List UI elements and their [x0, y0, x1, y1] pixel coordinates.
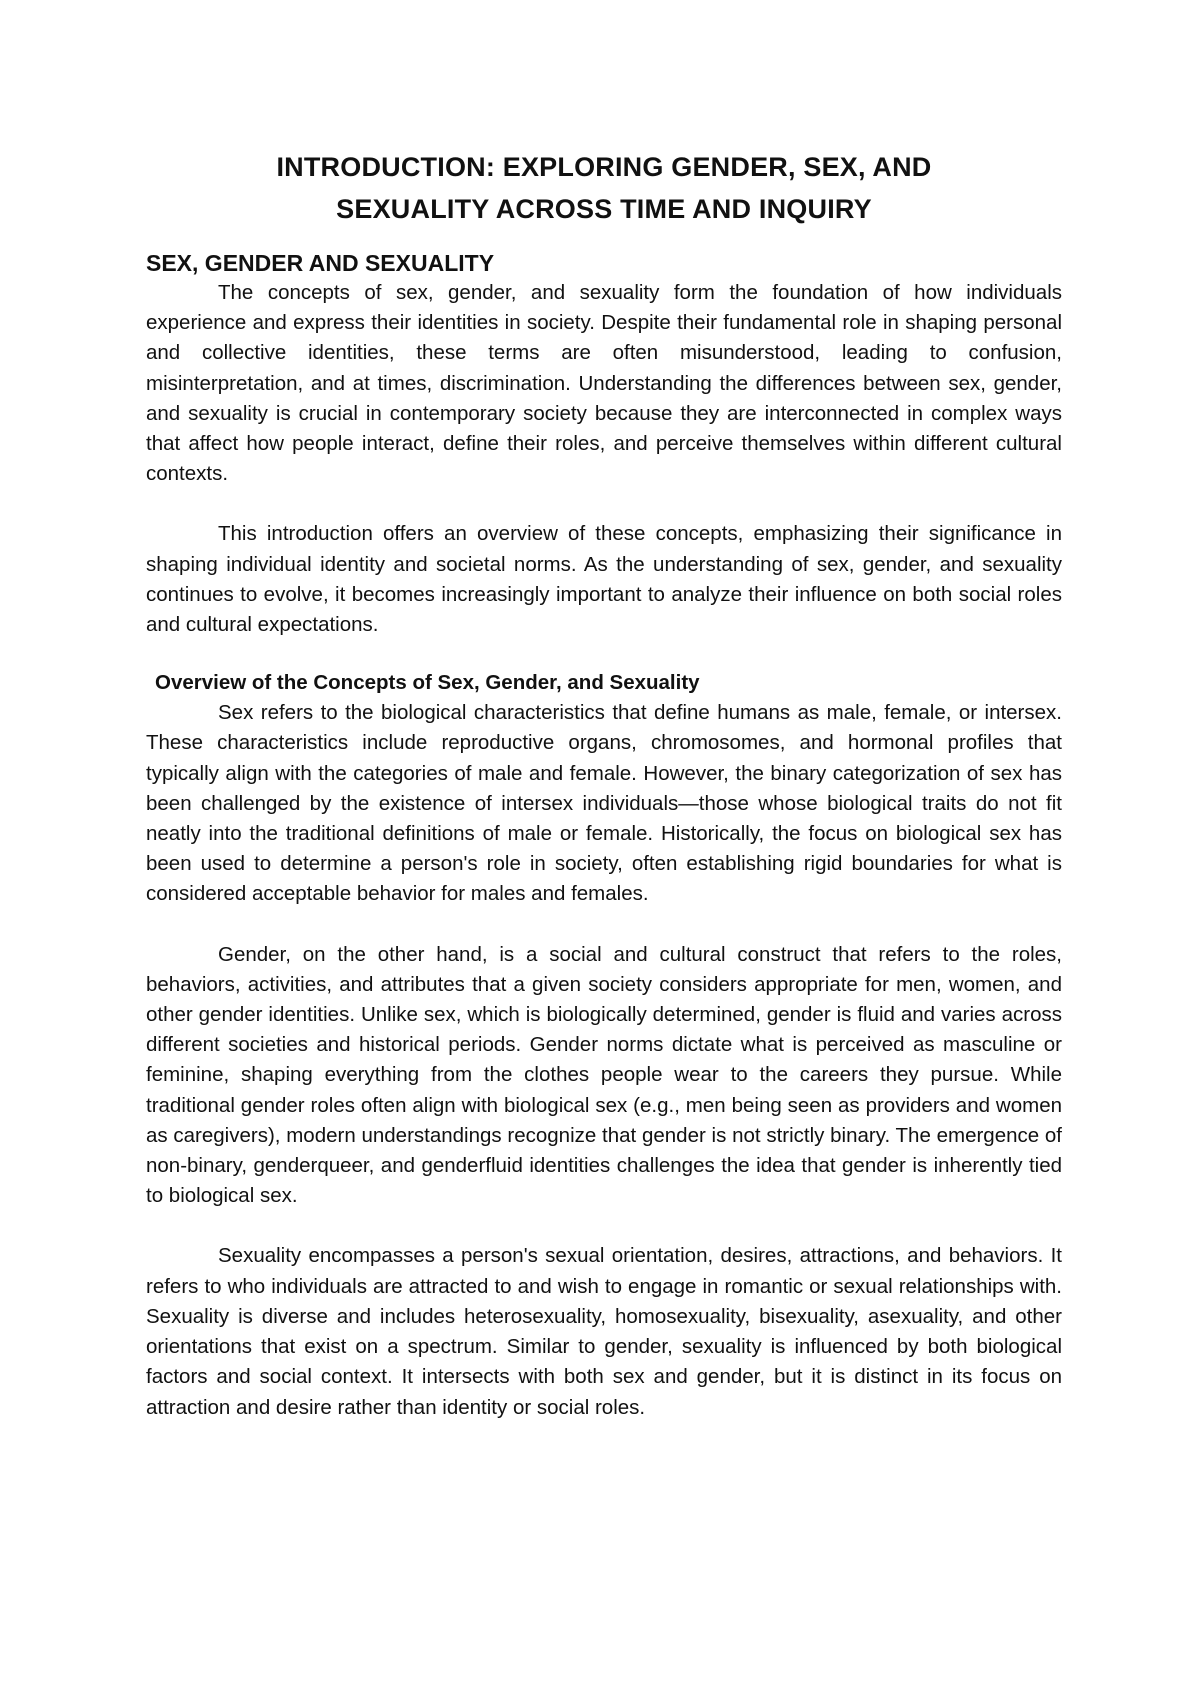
paragraph-gap: [146, 489, 1062, 519]
title-line-1: INTRODUCTION: EXPLORING GENDER, SEX, AND: [276, 152, 932, 182]
title-line-2: SEXUALITY ACROSS TIME AND INQUIRY: [336, 194, 872, 224]
paragraph-gap: [146, 1211, 1062, 1241]
document-content: [146, 146, 1062, 1423]
document-title: [146, 146, 1062, 230]
subsection-paragraph-sex: Sex refers to the biological characteristics that define humans as male, female, or intersex. These characteristics include reproductive organs, chromosomes, and hormonal profiles that typically align with the categories of male and female. However, the binary categorization of sex has been challenged by the existence of intersex individuals—those whose biological traits do not fit neatly into the traditional definitions of male or female. Historically, the focus on biological sex has been used to determine a person's role in society, often establishing rigid boundaries for what is considered acceptable behavior for males and females.: [146, 701, 1062, 906]
subsection-paragraph-sexuality: Sexuality encompasses a person's sexual orientation, desires, attractions, and behaviors. It refers to who individuals are attracted to and wish to engage in romantic or sexual relationships with. Sexuality is diverse and includes heterosexuality, homosexuality, bisexuality, asexuality, and other orientations that exist on a spectrum. Similar to gender, sexuality is influenced by both biological factors and social context. It intersects with both sex and gender, but it is distinct in its focus on attraction and desire rather than identity or social roles.: [146, 1244, 1062, 1419]
subsection-paragraph-gender: Gender, on the other hand, is a social and cultural construct that refers to the roles, behaviors, activities, and attributes that a given society considers appropriate for men, women, and other gender identities. Unlike sex, which is biologically determined, gender is fluid and varies across different societies and historical periods. Gender norms dictate what is perceived as masculine or feminine, shaping everything from the clothes people wear to the careers they pursue. While traditional gender roles often align with biological sex (e.g., men being seen as providers and women as caregivers), modern understandings recognize that gender is not strictly binary. The emergence of non-binary, genderqueer, and genderfluid identities challenges the idea that gender is inherently tied to biological sex.: [146, 942, 1062, 1208]
section-gap: [146, 640, 1062, 668]
section-paragraph-1: The concepts of sex, gender, and sexuality form the foundation of how individuals experience and express their identities in society. Despite their fundamental role in shaping personal and collective identities, these terms are often misunderstood, leading to confusion, misinterpretation, and at times, discrimination. Understanding the differences between sex, gender, and sexuality is crucial in contemporary society because they are interconnected in complex ways that affect how people interact, define their roles, and perceive themselves within different cultural contexts.: [146, 281, 1062, 486]
section-heading: SEX, GENDER AND SEXUALITY: [146, 250, 495, 276]
subsection-heading: Overview of the Concepts of Sex, Gender, and Sexuality: [155, 671, 700, 695]
paragraph-gap: [146, 910, 1062, 940]
section-paragraph-2: This introduction offers an overview of these concepts, emphasizing their significance in shaping individual identity and societal norms. As the understanding of sex, gender, and sexuality continues to evolve, it becomes increasingly important to analyze their influence on both social roles and cultural expectations.: [146, 522, 1062, 637]
